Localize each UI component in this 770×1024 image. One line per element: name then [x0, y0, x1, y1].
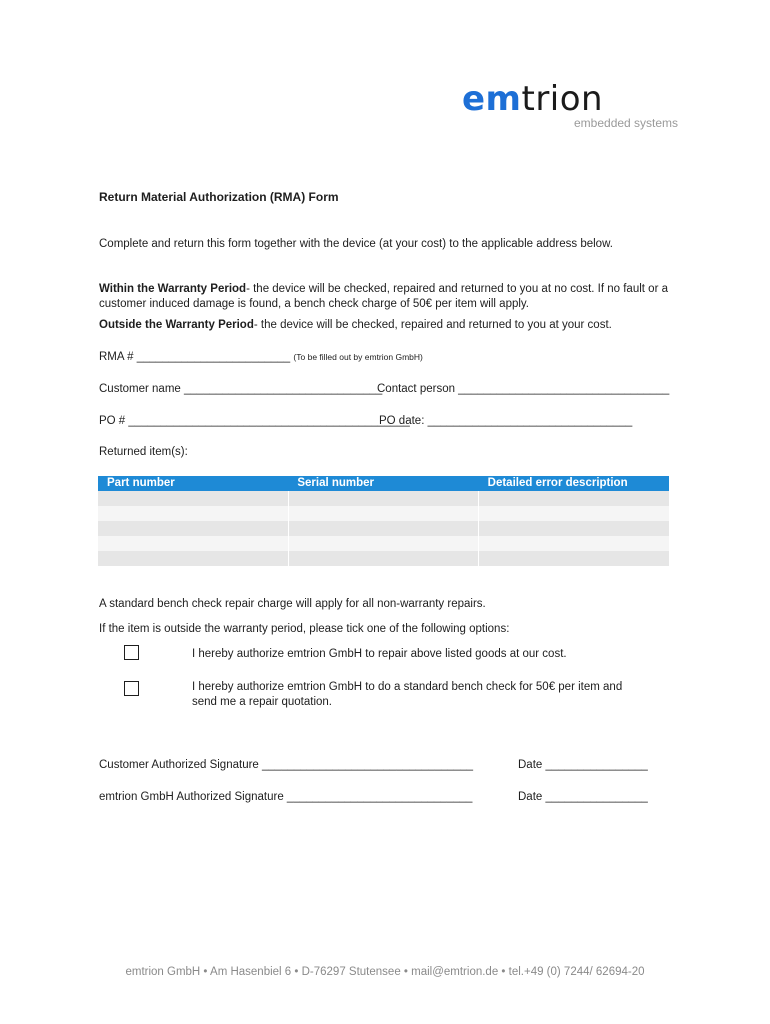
- rma-label: RMA # ________________________: [99, 351, 291, 363]
- part-number-cell[interactable]: [98, 491, 289, 506]
- part-number-cell[interactable]: [98, 521, 289, 536]
- error-description-cell[interactable]: [479, 521, 669, 536]
- rma-note: (To be filled out by emtrion GmbH): [293, 352, 423, 362]
- intro-text: Complete and return this form together with the device (at your cost) to the applicable address below.: [99, 238, 613, 250]
- po-date-field[interactable]: PO date: ________________________________: [379, 415, 633, 427]
- logo-tagline: embedded systems: [574, 116, 679, 130]
- table-row: [98, 491, 669, 506]
- part-number-cell[interactable]: [98, 536, 289, 551]
- bench-check-note: A standard bench check repair charge will apply for all non-warranty repairs.: [99, 598, 486, 610]
- header-error-description: Detailed error description: [487, 477, 628, 489]
- bench-check-option-checkbox[interactable]: [124, 681, 139, 696]
- error-description-cell[interactable]: [479, 551, 669, 566]
- header-part-number: Part number: [107, 477, 175, 489]
- error-description-cell[interactable]: [479, 506, 669, 521]
- part-number-cell[interactable]: [98, 506, 289, 521]
- warranty-outside-label: Outside the Warranty Period: [99, 319, 254, 331]
- header-serial-number: Serial number: [297, 477, 375, 489]
- bench-check-option-label-line1: I hereby authorize emtrion GmbH to do a standard bench check for 50€ per item and: [192, 681, 623, 693]
- warranty-within-paragraph: [99, 282, 669, 312]
- part-number-cell[interactable]: [98, 551, 289, 566]
- warranty-within-text: - the device will be checked, repaired and returned to you at no cost. If no fault or a customer induced damage is found, a bench check charge of 50€ per item will apply.: [99, 283, 668, 310]
- serial-number-cell[interactable]: [289, 521, 480, 536]
- table-header: [98, 476, 669, 491]
- table-row: [98, 536, 669, 551]
- table-row: [98, 521, 669, 536]
- po-number-field[interactable]: PO # ____________________________________________: [99, 415, 410, 427]
- company-logo: [462, 78, 603, 120]
- customer-name-field[interactable]: Customer name _______________________________: [99, 383, 383, 395]
- returned-items-label: Returned item(s):: [99, 446, 188, 458]
- warranty-outside-paragraph: [99, 318, 669, 333]
- serial-number-cell[interactable]: [289, 551, 480, 566]
- customer-date-field[interactable]: Date ________________: [518, 759, 648, 771]
- contact-person-field[interactable]: Contact person _________________________________: [377, 383, 670, 395]
- emtrion-signature-field[interactable]: emtrion GmbH Authorized Signature _____________________________: [99, 791, 473, 803]
- warranty-within-label: Within the Warranty Period: [99, 283, 247, 295]
- footer-address: emtrion GmbH • Am Hasenbiel 6 • D-76297 Stutensee • mail@emtrion.de • tel.+49 (0) 7244/ 62694-20: [125, 966, 645, 978]
- bench-check-option-label-line2: send me a repair quotation.: [192, 696, 333, 708]
- logo-trion: trion: [521, 79, 604, 119]
- repair-option-label: I hereby authorize emtrion GmbH to repair above listed goods at our cost.: [192, 648, 567, 660]
- serial-number-cell[interactable]: [289, 506, 480, 521]
- customer-signature-field[interactable]: Customer Authorized Signature _________________________________: [99, 759, 474, 771]
- outside-warranty-note: If the item is outside the warranty period, please tick one of the following options:: [99, 623, 510, 635]
- form-title: Return Material Authorization (RMA) Form: [99, 190, 339, 204]
- repair-option-checkbox[interactable]: [124, 645, 139, 660]
- returned-items-table: [98, 476, 669, 566]
- error-description-cell[interactable]: [479, 536, 669, 551]
- table-row: [98, 506, 669, 521]
- table-row: [98, 551, 669, 566]
- rma-field[interactable]: [99, 350, 423, 365]
- error-description-cell[interactable]: [479, 491, 669, 506]
- emtrion-date-field[interactable]: Date ________________: [518, 791, 648, 803]
- serial-number-cell[interactable]: [289, 536, 480, 551]
- warranty-outside-text: - the device will be checked, repaired and returned to you at your cost.: [253, 319, 612, 331]
- logo-em: em: [462, 79, 522, 119]
- serial-number-cell[interactable]: [289, 491, 480, 506]
